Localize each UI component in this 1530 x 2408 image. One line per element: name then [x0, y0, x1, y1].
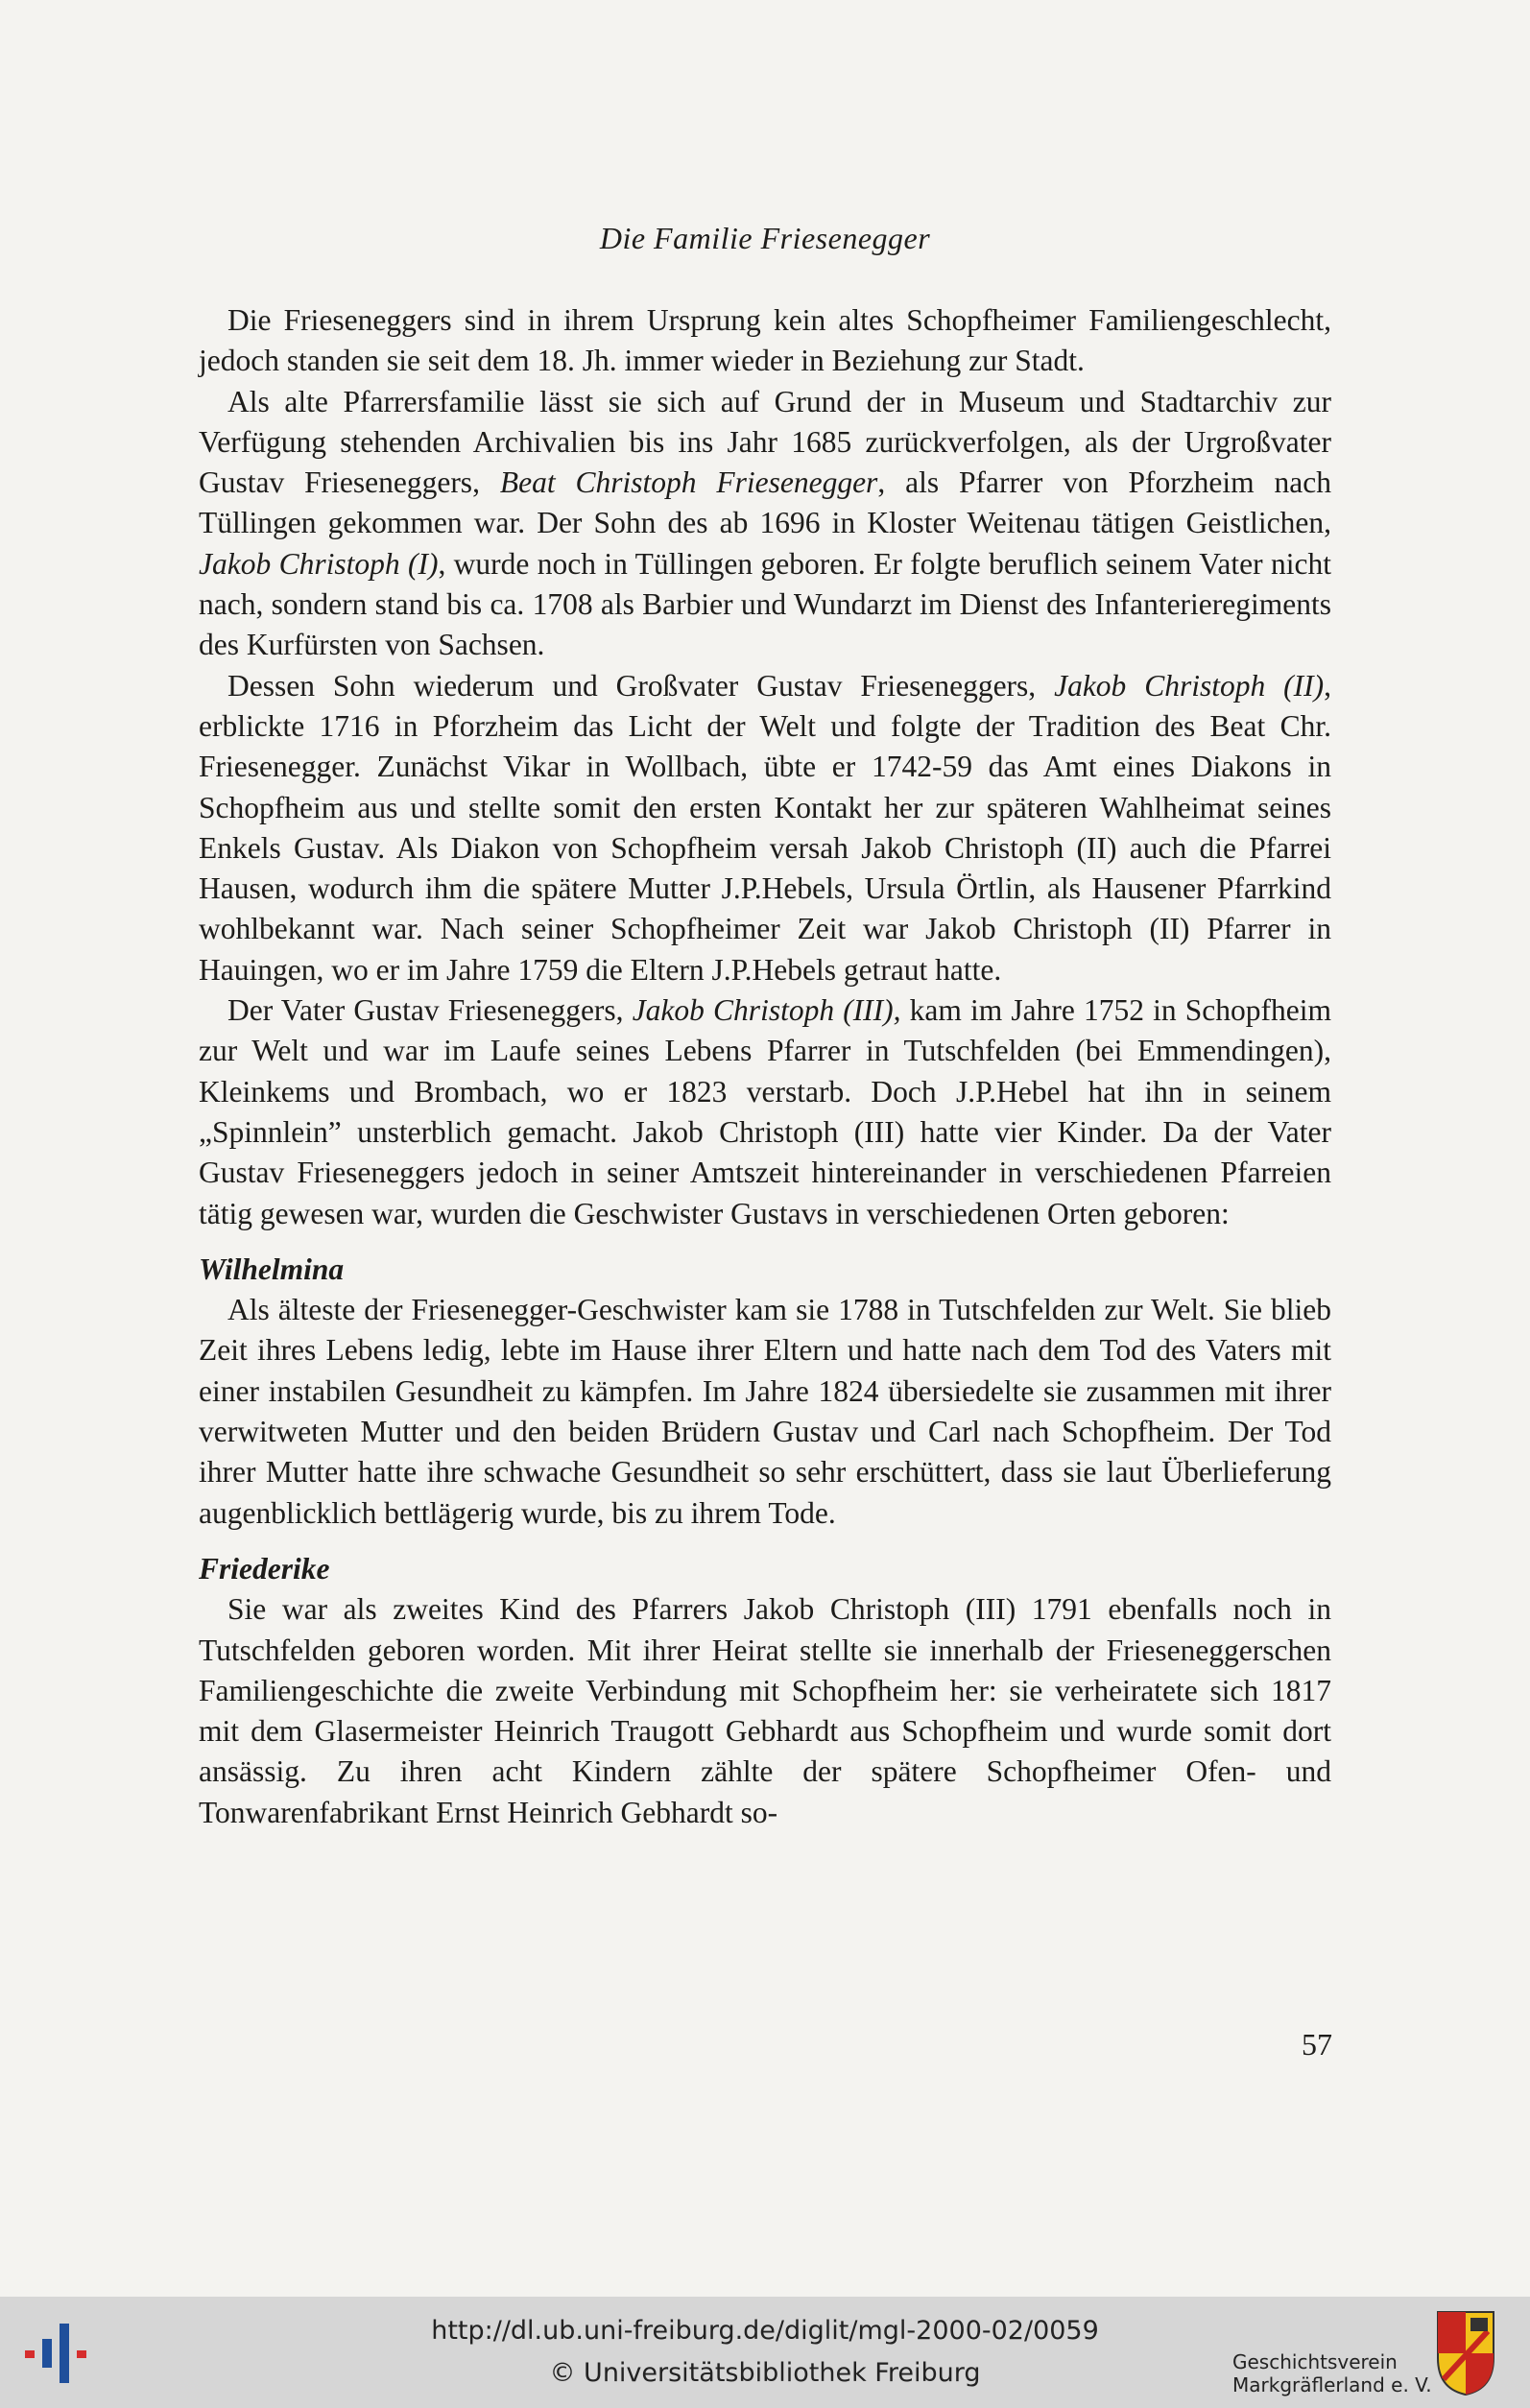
text-segment: kam im Jahre 1752 in Schopfheim zur Welt und war im Laufe seines Lebens Pfarrer in Tutschfelden (bei Emmendingen), Kleinkems und Brombach, wo er 1823 verstarb. Doch J.P.Hebel hat ihn in seinem „Spinnlein” unsterblich gemacht. Jakob Christoph (III) hatte vier Kinder. Da der Vater Gustav Frieseneggers jedoch in seiner Amtszeit hintereinander in verschiedenen Pfarreien tätig gewesen war, wurden die Geschwister Gustavs in verschiedenen Orten geboren: [199, 993, 1331, 1230]
footer-bar [0, 2297, 1530, 2408]
society-name [1232, 2350, 1432, 2396]
paragraph-3 [199, 666, 1331, 990]
italic-name: Beat Christoph Friesenegger [499, 465, 878, 500]
text-segment: Als alte Pfarrersfamilie lässt sie sich auf Grund der in Museum und Stadtarchiv zur Verfügung stehenden Archivalien bis ins Jahr 1685 zurückverfolgen, als der Urgroßvater Gustav Frieseneggers, [199, 384, 1331, 500]
text-segment: Die Frieseneggers sind in ihrem Ursprung kein altes Schopfheimer Familiengeschlecht, jedoch standen sie seit dem 18. Jh. immer wieder in Beziehung zur Stadt. [199, 303, 1331, 378]
page-body [199, 300, 1331, 1833]
section-text-friederike: Sie war als zweites Kind des Pfarrers Jakob Christoph (III) 1791 ebenfalls noch in Tutschfelden geboren worden. Mit ihrer Heirat stellte sie innerhalb der Frieseneggerschen Familiengeschichte die zweite Verbindung mit Schopfheim her: sie verheiratete sich 1817 mit dem Glasermeister Heinrich Traugott Gebhardt aus Schopfheim und wurde somit dort ansässig. Zu ihren acht Kindern zählte der spätere Schopfheimer Ofen- und Tonwarenfabrikant Ernst Heinrich Gebhardt so- [199, 1592, 1331, 1829]
italic-name: Jakob Christoph (III), [632, 993, 901, 1028]
footer-url[interactable]: http://dl.ub.uni-freiburg.de/diglit/mgl-2000-02/0059 [431, 2316, 1099, 2346]
paragraph-4 [199, 990, 1331, 1234]
paragraph-2 [199, 382, 1331, 666]
italic-name: Jakob Christoph (II) [1054, 668, 1325, 703]
section-text-wilhelmina: Als älteste der Friesenegger-Geschwister kam sie 1788 in Tutschfelden zur Welt. Sie blieb Zeit ihres Lebens ledig, lebte im Hause ihrer Eltern und hatte nach dem Tod des Vaters mit einer instabilen Gesundheit zu kämpfen. Im Jahre 1824 übersiedelte sie zusammen mit ihrer verwitweten Mutter und den beiden Brüdern Gustav und Carl nach Schopfheim. Der Tod ihrer Mutter hatte ihre schwache Gesundheit so sehr erschüttert, dass sie laut Überlieferung augenblicklich bettlägerig wurde, bis zu ihrem Tode. [199, 1293, 1331, 1530]
paragraph-1 [199, 300, 1331, 382]
text-segment: , erblickte 1716 in Pforzheim das Licht der Welt und folgte der Tradition des Beat Chr. Friesenegger. Zunächst Vikar in Wollbach, übte er 1742-59 das Amt eines Diakons in Schopfheim aus und stellte somit den ersten Kontakt her zur späteren Wahlheimat seines Enkels Gustav. Als Diakon von Schopfheim versah Jakob Christoph (II) auch die Pfarrei Hausen, wodurch ihm die spätere Mutter J.P.Hebels, Ursula Örtlin, als Hausener Pfarrkind wohlbekannt war. Nach seiner Schopfheimer Zeit war Jakob Christoph (II) Pfarrer in Hauingen, wo er im Jahre 1759 die Eltern J.P.Hebels getraut hatte. [199, 668, 1331, 987]
society-name-line1: Geschichtsverein [1232, 2350, 1398, 2373]
running-head: Die Familie Friesenegger [599, 221, 931, 255]
section-heading-friederike: Friederike [199, 1551, 330, 1585]
society-name-line2: Markgräflerland e. V. [1232, 2373, 1432, 2396]
text-segment: Der Vater Gustav Frieseneggers, [227, 993, 633, 1028]
text-segment: , als Pfarrer von Pforzheim nach Tüllingen gekommen war. Der Sohn des ab 1696 in Kloster Weitenau tätigen Geistlichen, [199, 465, 1332, 540]
page-number: 57 [1302, 2027, 1332, 2062]
text-segment: Dessen Sohn wiederum und Großvater Gustav Frieseneggers, [227, 668, 1055, 703]
italic-name: Jakob Christoph (I) [199, 546, 439, 581]
section-heading-wilhelmina: Wilhelmina [199, 1252, 345, 1286]
text-segment: , wurde noch in Tüllingen geboren. Er folgte beruflich seinem Vater nicht nach, sondern stand bis ca. 1708 als Barbier und Wundarzt im Dienst des Infanterieregiments des Kurfürsten von Sachsen. [199, 546, 1331, 662]
footer-copyright: © Universitätsbibliothek Freiburg [549, 2358, 981, 2388]
coat-of-arms-icon [1436, 2310, 1495, 2396]
